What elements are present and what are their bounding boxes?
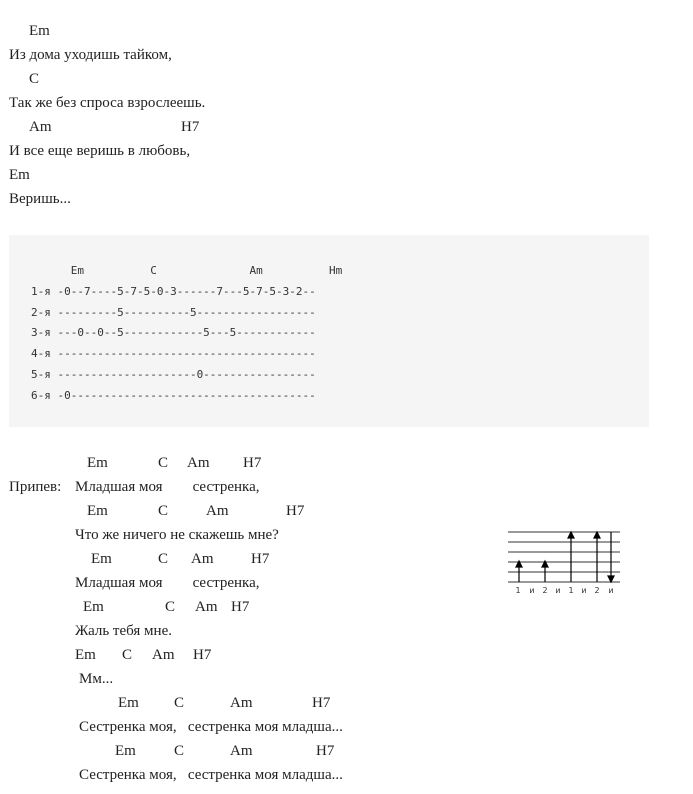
tab-line: 3-я ---0--0--5------------5---5------------ — [31, 326, 316, 340]
tab-line: 1-я -0--7----5-7-5-0-3------7---5-7-5-3-2-- — [31, 284, 316, 298]
chord: C — [158, 455, 169, 471]
chord-line: Em — [9, 167, 30, 183]
lyric-line: Младшая моя сестренка, — [75, 479, 260, 495]
lyric-line: Веришь... — [9, 191, 71, 207]
chord-line: C — [29, 71, 40, 87]
chord: H7 — [312, 695, 331, 711]
chord: Em — [87, 503, 108, 519]
chord: Am — [195, 599, 218, 615]
beat-label: и — [529, 586, 535, 595]
chord: H7 — [193, 647, 212, 663]
chord: Am — [206, 503, 229, 519]
strum-down-arrow-icon — [608, 532, 614, 582]
chord: Em — [91, 551, 112, 567]
chord: C — [174, 695, 185, 711]
tablature-text — [31, 261, 342, 407]
tablature-block — [9, 235, 649, 427]
tab-line: Em C Am Hm — [31, 264, 343, 277]
strum-up-arrow-icon — [594, 532, 600, 582]
chord: H7 — [181, 119, 200, 135]
strumming-diagram — [506, 527, 624, 597]
chord: Em — [83, 599, 104, 615]
tab-line: 6-я -0------------------------------------- — [31, 388, 316, 402]
chord: Em — [87, 455, 108, 471]
chord: Em — [115, 743, 136, 759]
beat-label: 2 — [542, 586, 548, 595]
chorus-label: Припев: — [9, 479, 62, 495]
chord-line: Em — [29, 23, 50, 39]
chord: H7 — [286, 503, 305, 519]
lyric-line: Мм... — [79, 671, 114, 687]
chord: Am — [187, 455, 210, 471]
chord: Am — [230, 695, 253, 711]
beat-label: 2 — [594, 586, 600, 595]
chord: H7 — [316, 743, 335, 759]
strum-up-arrow-icon — [568, 532, 574, 582]
chord: Am — [230, 743, 253, 759]
lyric-line: Из дома уходишь тайком, — [9, 47, 172, 63]
beat-label: 1 — [568, 586, 574, 595]
lyric-line: Младшая моя сестренка, — [75, 575, 260, 591]
tab-line: 5-я ---------------------0----------------- — [31, 367, 316, 381]
chord: Am — [29, 119, 52, 135]
chord: Em — [118, 695, 139, 711]
beat-label: 1 — [515, 586, 521, 595]
chord: C — [165, 599, 176, 615]
lyric-line: Жаль тебя мне. — [75, 623, 172, 639]
lyric-line: Что же ничего не скажешь мне? — [75, 527, 279, 543]
chord: H7 — [251, 551, 270, 567]
chord: Em — [75, 647, 96, 663]
lyric-line: И все еще веришь в любовь, — [9, 143, 191, 159]
beat-label: и — [555, 586, 561, 595]
chord: H7 — [243, 455, 262, 471]
chord: C — [158, 503, 169, 519]
chord: Am — [191, 551, 214, 567]
chord: Am — [152, 647, 175, 663]
tab-line: 2-я ---------5----------5------------------ — [31, 305, 316, 319]
lyric-line: Сестренка моя, сестренка моя младша... — [79, 719, 343, 735]
lyric-line: Сестренка моя, сестренка моя младша... — [79, 767, 343, 783]
chord: H7 — [231, 599, 250, 615]
beat-label: и — [581, 586, 587, 595]
beat-label: и — [608, 586, 614, 595]
chord: C — [122, 647, 133, 663]
lyric-line: Так же без спроса взрослеешь. — [9, 95, 206, 111]
chord: C — [158, 551, 169, 567]
tab-line: 4-я --------------------------------------- — [31, 347, 316, 361]
chord: C — [174, 743, 185, 759]
